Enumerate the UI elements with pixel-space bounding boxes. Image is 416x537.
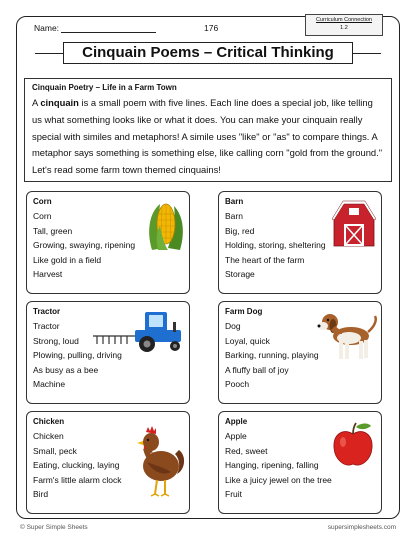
apple-icon <box>331 420 375 468</box>
intro-heading: Cinquain Poetry – Life in a Farm Town <box>32 83 177 92</box>
name-label: Name: <box>34 23 60 33</box>
poem-title: Farm Dog <box>225 307 263 316</box>
poem-line: Storage <box>225 269 255 279</box>
page-title: Cinquain Poems – Critical Thinking <box>63 42 353 64</box>
poem-line: Plowing, pulling, driving <box>33 350 122 360</box>
poem-line: As busy as a bee <box>33 364 99 375</box>
poem-line: Like a juicy jewel on the tree <box>225 474 332 485</box>
poem-line: Small, peck <box>33 445 77 456</box>
page-number: 176 <box>204 23 219 33</box>
poem-line: Loyal, quick <box>225 335 270 346</box>
poem-line: Growing, swaying, ripening <box>33 240 136 250</box>
intro-box <box>24 78 392 182</box>
poem-line: A fluffy ball of joy <box>225 364 289 375</box>
poem-title: Corn <box>33 197 52 206</box>
poem-line: Bird <box>33 489 49 499</box>
poem-card-farm-dog <box>218 301 382 404</box>
poem-card-apple <box>218 411 382 514</box>
poem-line: Barn <box>225 211 243 221</box>
poem-card-barn <box>218 191 382 294</box>
poem-line: Corn <box>33 211 52 221</box>
poem-card-tractor <box>26 301 190 404</box>
poem-line: Strong, loud <box>33 335 79 346</box>
poem-line: Machine <box>33 379 66 389</box>
poem-line: Tall, green <box>33 225 73 236</box>
poem-line: Fruit <box>225 489 242 499</box>
poem-line: Eating, clucking, laying <box>33 460 120 470</box>
poem-line: Chicken <box>33 431 64 441</box>
intro-keyword: cinquain <box>40 97 79 108</box>
poem-line: Harvest <box>33 269 63 279</box>
poem-line: Big, red <box>225 225 255 236</box>
poem-title: Apple <box>225 417 248 426</box>
poem-line: Farm's little alarm clock <box>33 474 122 485</box>
poem-line: Pooch <box>225 379 250 389</box>
curriculum-badge <box>305 14 383 36</box>
footer-copyright: © Super Simple Sheets <box>20 524 88 531</box>
barn-icon <box>331 198 377 248</box>
corn-icon <box>142 200 187 252</box>
chicken-icon <box>131 422 187 502</box>
name-field[interactable] <box>61 32 156 33</box>
poem-line: Holding, storing, sheltering <box>225 240 326 250</box>
poem-title: Tractor <box>33 307 61 316</box>
poem-line: Tractor <box>33 321 60 331</box>
poem-line: Like gold in a field <box>33 254 102 265</box>
curriculum-code: 1.2 <box>340 25 348 31</box>
poem-line: Barking, running, playing <box>225 350 319 360</box>
poem-line: Hanging, ripening, falling <box>225 460 319 470</box>
poem-card-corn <box>26 191 190 294</box>
poem-line: Dog <box>225 321 241 331</box>
footer-website: supersimplesheets.com <box>327 524 396 531</box>
intro-text-pre: A <box>32 97 41 108</box>
intro-text-post: is a small poem with five lines. Each line does a special job, like telling us what something looks like or what it does. You can make your cinquain really special with similes and metaphors! A simile uses "like" or "as" to compare things. A metaphor says something is something else, like calling corn "gold from the ground." Let's read some farm town themed cinquains! <box>32 97 383 176</box>
dog-icon <box>315 308 379 364</box>
intro-text <box>32 95 384 179</box>
curriculum-label: Curriculum Connection <box>316 17 372 23</box>
tractor-icon <box>89 306 187 352</box>
poem-title: Chicken <box>33 417 65 426</box>
poem-line: The heart of the farm <box>225 254 305 265</box>
title-bar <box>35 42 381 64</box>
poem-card-chicken <box>26 411 190 514</box>
poem-line: Apple <box>225 431 247 441</box>
poem-title: Barn <box>225 197 244 206</box>
poem-line: Red, sweet <box>225 445 268 456</box>
